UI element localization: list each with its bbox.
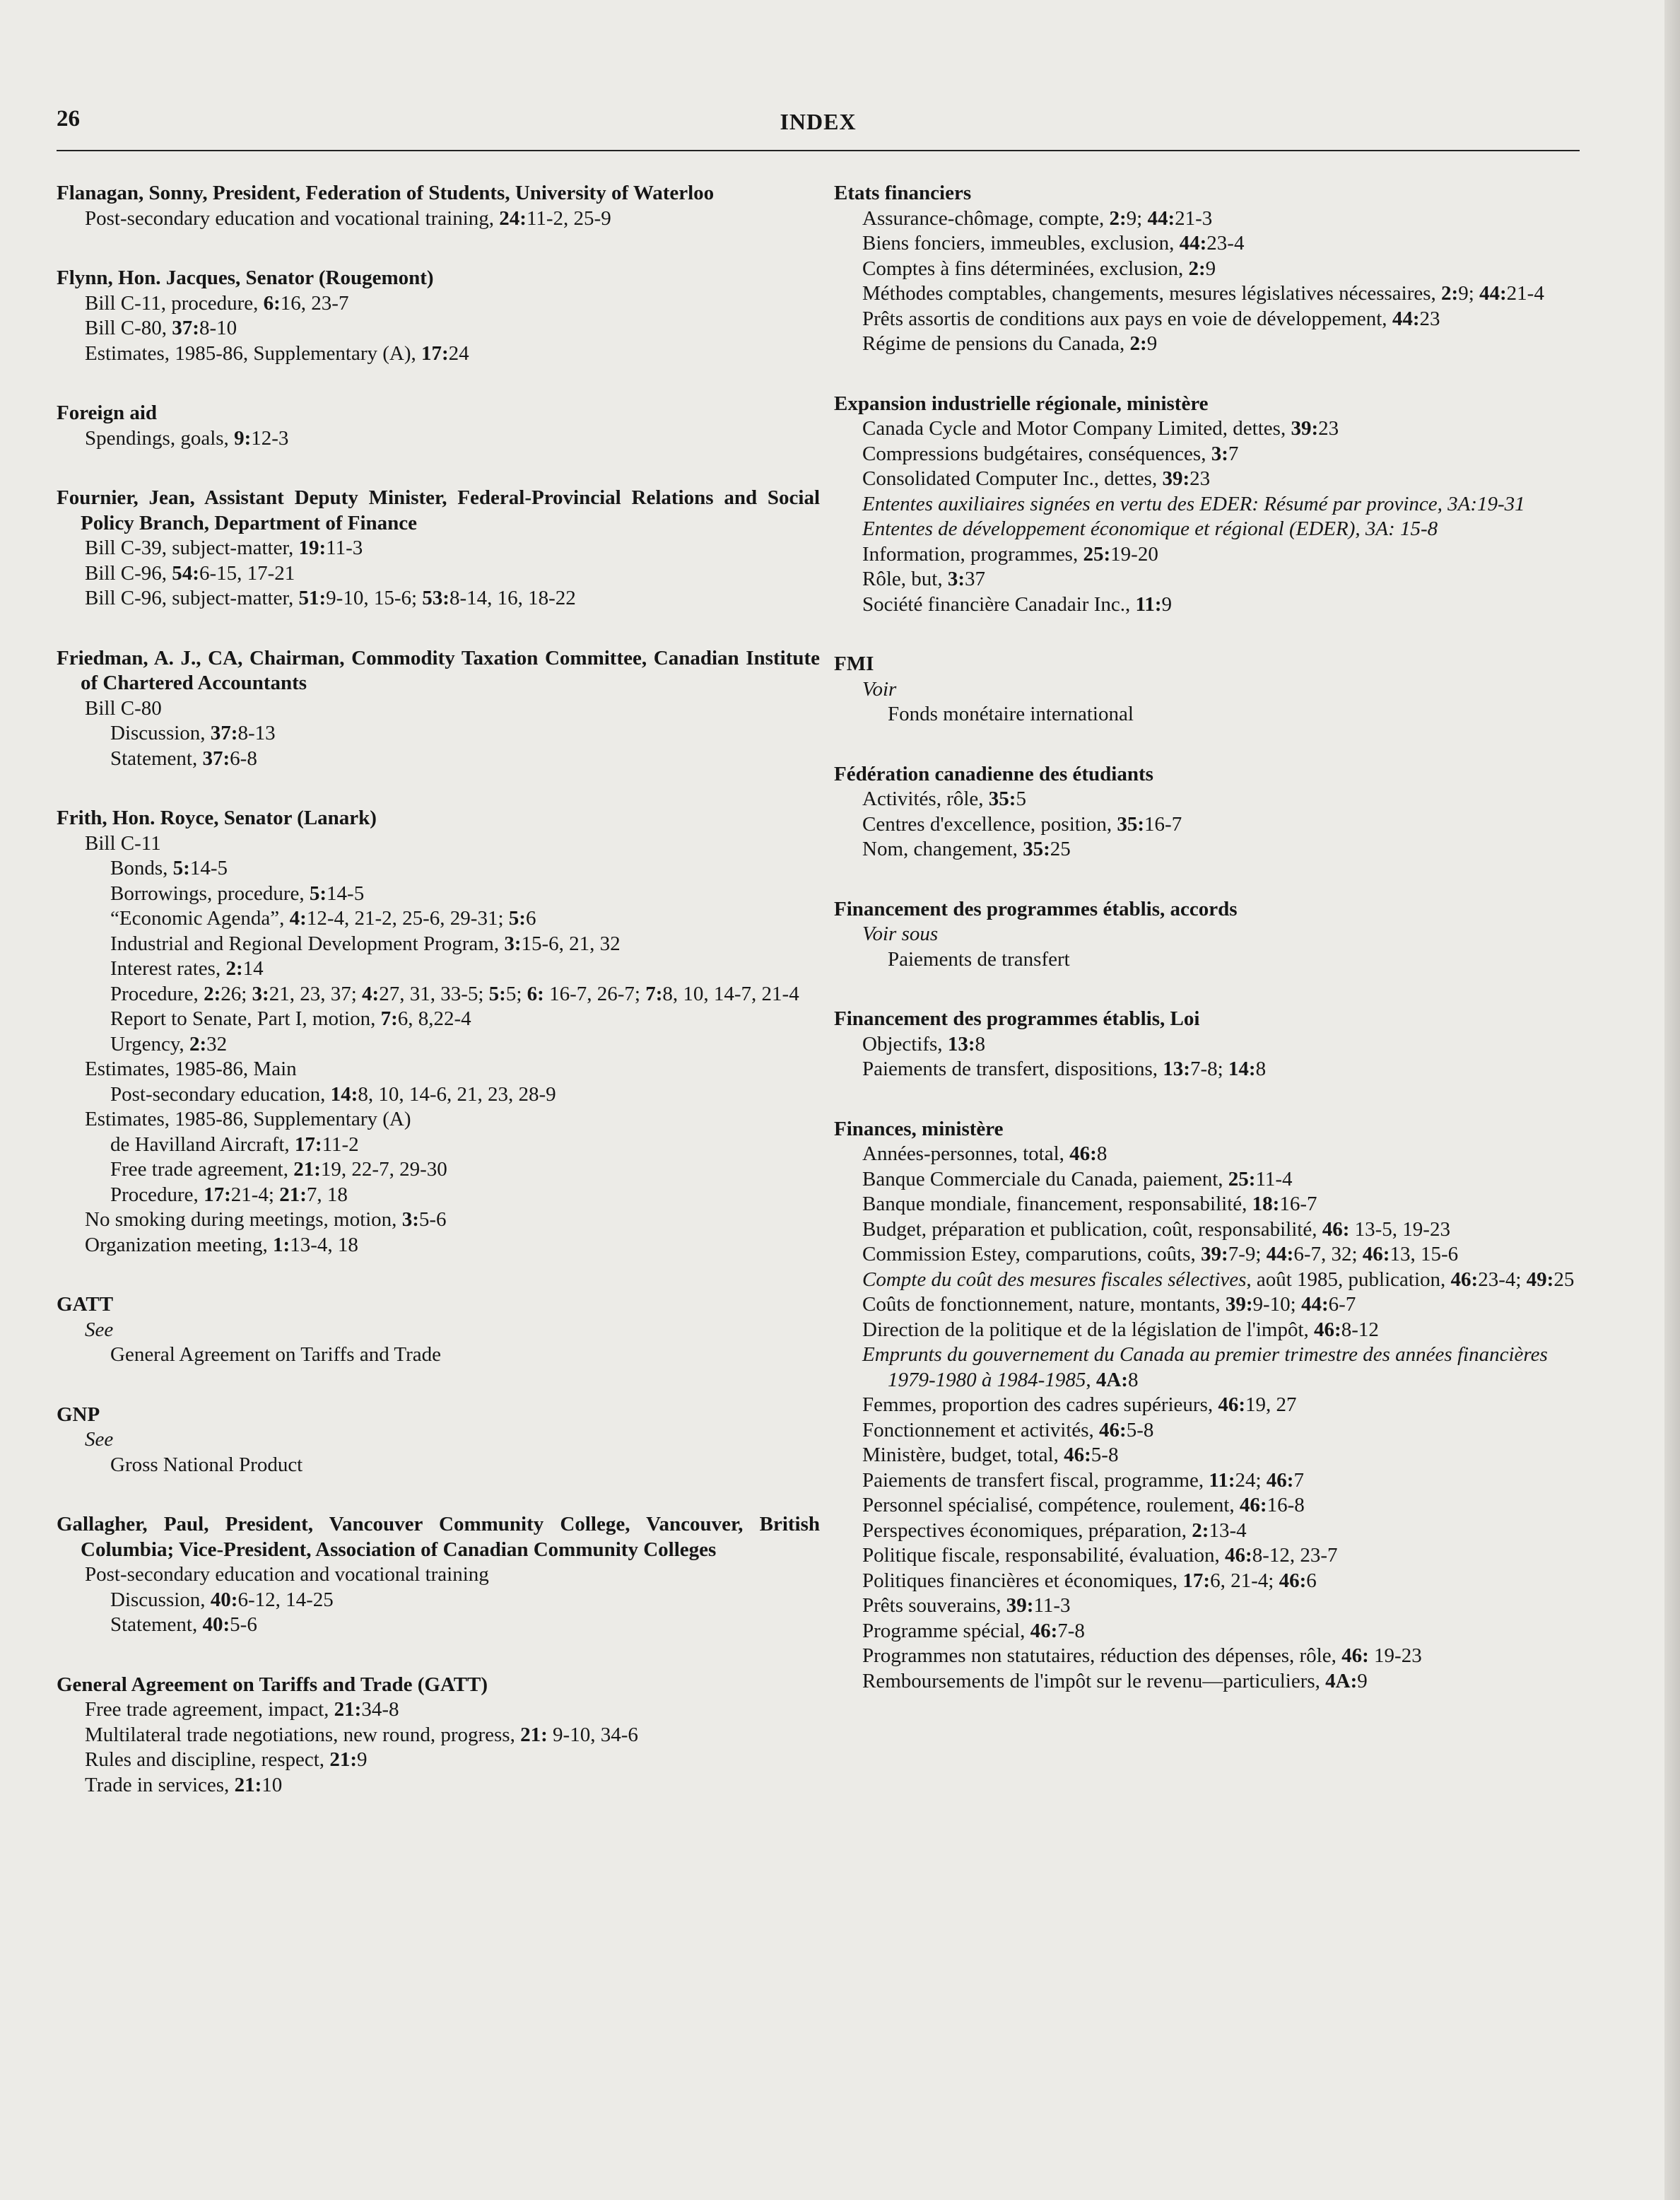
- index-entry: [57, 1512, 820, 1638]
- index-subentry: Multilateral trade negotiations, new round, progress, 21: 9-10, 34-6: [85, 1723, 638, 1746]
- index-heading: FMI: [834, 653, 874, 675]
- index-subsubentry: Gross National Product: [110, 1453, 303, 1476]
- index-subentry: Compte du coût des mesures fiscales sélectives, août 1985, publication, 46:23-4; 49:25: [862, 1268, 1575, 1291]
- index-subentry: Prêts assortis de conditions aux pays en voie de développement, 44:23: [862, 307, 1440, 330]
- index-subentry: Bill C-96, subject-matter, 51:9-10, 15-6; 53:8-14, 16, 18-22: [85, 587, 576, 609]
- running-head: INDEX: [780, 109, 857, 134]
- index-subsubentry: Discussion, 40:6-12, 14-25: [110, 1588, 334, 1611]
- index-subentry: Prêts souverains, 39:11-3: [862, 1594, 1071, 1617]
- right-column: [834, 181, 1597, 1728]
- index-subentry: Canada Cycle and Motor Company Limited, dettes, 39:23: [862, 417, 1339, 440]
- index-subentry: Programmes non statutaires, réduction des dépenses, rôle, 46: 19-23: [862, 1644, 1422, 1667]
- index-subentry: Nom, changement, 35:25: [862, 838, 1071, 860]
- index-subsubentry: Industrial and Regional Development Program, 3:15-6, 21, 32: [110, 932, 621, 955]
- index-entry: [834, 897, 1597, 973]
- index-subentry: Commission Estey, comparutions, coûts, 39:7-9; 44:6-7, 32; 46:13, 15-6: [862, 1243, 1459, 1265]
- index-subentry: Information, programmes, 25:19-20: [862, 542, 1158, 566]
- index-subentry: Banque Commerciale du Canada, paiement, 25:11-4: [862, 1167, 1293, 1190]
- index-heading: Friedman, A. J., CA, Chairman, Commodity Taxation Committee, Canadian Institute of Chartered Accountants: [57, 646, 820, 694]
- index-heading: Finances, ministère: [834, 1117, 1004, 1140]
- index-subentry: Centres d'excellence, position, 35:16-7: [862, 812, 1182, 836]
- index-subentry: Perspectives économiques, préparation, 2:13-4: [862, 1519, 1247, 1542]
- index-subentry: Programme spécial, 46:7-8: [862, 1619, 1085, 1642]
- index-subsubentry: Fonds monétaire international: [888, 703, 1134, 725]
- index-subentry: Bill C-80: [85, 696, 162, 720]
- index-subentry: No smoking during meetings, motion, 3:5-6: [85, 1208, 447, 1231]
- index-subsubentry: Procedure, 2:26; 3:21, 23, 37; 4:27, 31, 33-5; 5:5; 6: 16-7, 26-7; 7:8, 10, 14-7, 21-4: [110, 982, 799, 1005]
- index-entry: [57, 1403, 820, 1478]
- index-subentry: Compressions budgétaires, conséquences, 3:7: [862, 442, 1239, 465]
- index-heading: Financement des programmes établis, accords: [834, 897, 1238, 920]
- index-subentry: Trade in services, 21:10: [85, 1773, 283, 1796]
- index-entry: [57, 806, 820, 1258]
- index-heading: Flynn, Hon. Jacques, Senator (Rougemont): [57, 267, 434, 289]
- index-entry: [834, 392, 1597, 618]
- index-subentry: Free trade agreement, impact, 21:34-8: [85, 1698, 399, 1721]
- index-heading: Gallagher, Paul, President, Vancouver Community College, Vancouver, British Columbia; Vice-President, Association of Canadian Community Colleges: [57, 1513, 820, 1561]
- index-subentry: Estimates, 1985-86, Main: [85, 1058, 297, 1080]
- index-subentry: Bill C-96, 54:6-15, 17-21: [85, 561, 295, 585]
- index-entry: [57, 181, 820, 231]
- index-subentry: Estimates, 1985-86, Supplementary (A), 17:24: [85, 341, 469, 365]
- index-subsubentry: Discussion, 37:8-13: [110, 722, 276, 744]
- index-heading: GATT: [57, 1293, 114, 1316]
- index-entry: [834, 1117, 1597, 1695]
- index-subentry: Estimates, 1985-86, Supplementary (A): [85, 1108, 411, 1130]
- page-header: [57, 106, 1580, 140]
- header-rule: [57, 150, 1580, 151]
- index-subentry: Années-personnes, total, 46:8: [862, 1142, 1108, 1165]
- index-subentry: Ententes de développement économique et régional (EDER), 3A: 15-8: [862, 517, 1438, 540]
- index-subsubentry: Paiements de transfert: [888, 947, 1070, 971]
- index-heading: Fournier, Jean, Assistant Deputy Minister, Federal-Provincial Relations and Social Policy Branch, Department of Finance: [57, 486, 820, 534]
- index-subsubentry: Urgency, 2:32: [110, 1032, 228, 1055]
- index-subentry: See: [85, 1318, 114, 1341]
- index-subentry: Bill C-39, subject-matter, 19:11-3: [85, 537, 363, 559]
- index-heading: Flanagan, Sonny, President, Federation of Students, University of Waterloo: [57, 182, 715, 204]
- index-subentry: Emprunts du gouvernement du Canada au premier trimestre des années financières 1979-1980 à 1984-1985, 4A:8: [862, 1343, 1548, 1391]
- index-subentry: Ministère, budget, total, 46:5-8: [862, 1444, 1119, 1466]
- index-entry: [834, 181, 1597, 357]
- index-entry: [57, 1673, 820, 1798]
- index-subentry: Voir sous: [862, 923, 939, 945]
- index-subentry: Activités, rôle, 35:5: [862, 788, 1026, 810]
- index-subentry: Paiements de transfert fiscal, programme, 11:24; 46:7: [862, 1468, 1304, 1492]
- index-subentry: Régime de pensions du Canada, 2:9: [862, 332, 1158, 355]
- index-subsubentry: Statement, 37:6-8: [110, 747, 257, 770]
- index-subentry: Ententes auxiliaires signées en vertu des EDER: Résumé par province, 3A:19-31: [862, 492, 1525, 515]
- index-heading: GNP: [57, 1403, 100, 1426]
- index-subentry: Bill C-11, procedure, 6:16, 23-7: [85, 291, 349, 315]
- index-entry: [834, 652, 1597, 727]
- index-subentry: Organization meeting, 1:13-4, 18: [85, 1233, 358, 1256]
- index-subsubentry: Report to Senate, Part I, motion, 7:6, 8,22-4: [110, 1007, 471, 1030]
- index-subentry: Assurance-chômage, compte, 2:9; 44:21-3: [862, 206, 1213, 230]
- index-entry: [57, 486, 820, 612]
- index-entry: [57, 401, 820, 451]
- index-subentry: Bill C-80, 37:8-10: [85, 317, 237, 339]
- page-edge-shadow: [1664, 0, 1680, 2200]
- index-subentry: Fonctionnement et activités, 46:5-8: [862, 1418, 1154, 1441]
- index-subentry: See: [85, 1428, 114, 1451]
- index-subsubentry: General Agreement on Tariffs and Trade: [110, 1343, 442, 1366]
- index-entry: [834, 1007, 1597, 1082]
- index-subentry: Spendings, goals, 9:12-3: [85, 426, 289, 450]
- index-heading: Frith, Hon. Royce, Senator (Lanark): [57, 807, 377, 829]
- index-subentry: Paiements de transfert, dispositions, 13:7-8; 14:8: [862, 1058, 1267, 1080]
- index-subentry: Comptes à fins déterminées, exclusion, 2:9: [862, 257, 1216, 280]
- index-subentry: Coûts de fonctionnement, nature, montants, 39:9-10; 44:6-7: [862, 1293, 1356, 1316]
- index-subentry: Banque mondiale, financement, responsabilité, 18:16-7: [862, 1193, 1317, 1215]
- index-subentry: Direction de la politique et de la législation de l'impôt, 46:8-12: [862, 1318, 1379, 1341]
- index-subentry: Remboursements de l'impôt sur le revenu—particuliers, 4A:9: [862, 1669, 1368, 1692]
- index-subentry: Objectifs, 13:8: [862, 1032, 985, 1055]
- index-subsubentry: “Economic Agenda”, 4:12-4, 21-2, 25-6, 29-31; 5:6: [110, 907, 536, 930]
- index-entry: [57, 646, 820, 772]
- index-heading: Foreign aid: [57, 402, 158, 424]
- index-entry: [57, 266, 820, 366]
- index-heading: Expansion industrielle régionale, ministère: [834, 392, 1209, 415]
- index-subentry: Personnel spécialisé, compétence, roulement, 46:16-8: [862, 1494, 1305, 1516]
- index-heading: Financement des programmes établis, Loi: [834, 1007, 1200, 1030]
- index-heading: Fédération canadienne des étudiants: [834, 762, 1153, 785]
- index-subentry: Budget, préparation et publication, coût, responsabilité, 46: 13-5, 19-23: [862, 1217, 1450, 1241]
- index-subentry: Politique fiscale, responsabilité, évaluation, 46:8-12, 23-7: [862, 1544, 1338, 1567]
- index-heading: General Agreement on Tariffs and Trade (GATT): [57, 1673, 488, 1696]
- index-subentry: Politiques financières et économiques, 17:6, 21-4; 46:6: [862, 1569, 1317, 1592]
- left-column: [57, 181, 820, 1832]
- index-subentry: Consolidated Computer Inc., dettes, 39:23: [862, 467, 1211, 490]
- index-subsubentry: de Havilland Aircraft, 17:11-2: [110, 1133, 359, 1156]
- page-number: 26: [57, 106, 80, 131]
- index-heading: Etats financiers: [834, 182, 972, 204]
- index-subentry: Post-secondary education and vocational training, 24:11-2, 25-9: [85, 206, 611, 230]
- index-subsubentry: Procedure, 17:21-4; 21:7, 18: [110, 1183, 348, 1206]
- index-entry: [57, 1292, 820, 1368]
- index-subentry: Rules and discipline, respect, 21:9: [85, 1748, 368, 1771]
- index-subentry: Femmes, proportion des cadres supérieurs, 46:19, 27: [862, 1393, 1297, 1416]
- index-entry: [834, 762, 1597, 862]
- index-subsubentry: Free trade agreement, 21:19, 22-7, 29-30: [110, 1158, 447, 1181]
- index-subsubentry: Interest rates, 2:14: [110, 957, 264, 980]
- index-subsubentry: Borrowings, procedure, 5:14-5: [110, 882, 365, 905]
- index-subsubentry: Bonds, 5:14-5: [110, 857, 228, 879]
- index-subentry: Société financière Canadair Inc., 11:9: [862, 592, 1173, 616]
- index-subsubentry: Post-secondary education, 14:8, 10, 14-6, 21, 23, 28-9: [110, 1082, 556, 1106]
- index-subentry: Méthodes comptables, changements, mesures législatives nécessaires, 2:9; 44:21-4: [862, 282, 1544, 305]
- index-subentry: Post-secondary education and vocational training: [85, 1563, 489, 1586]
- index-subentry: Bill C-11: [85, 831, 161, 855]
- index-subentry: Voir: [862, 677, 897, 701]
- index-subentry: Biens fonciers, immeubles, exclusion, 44:23-4: [862, 232, 1245, 254]
- index-subentry: Rôle, but, 3:37: [862, 568, 986, 590]
- index-subsubentry: Statement, 40:5-6: [110, 1613, 257, 1636]
